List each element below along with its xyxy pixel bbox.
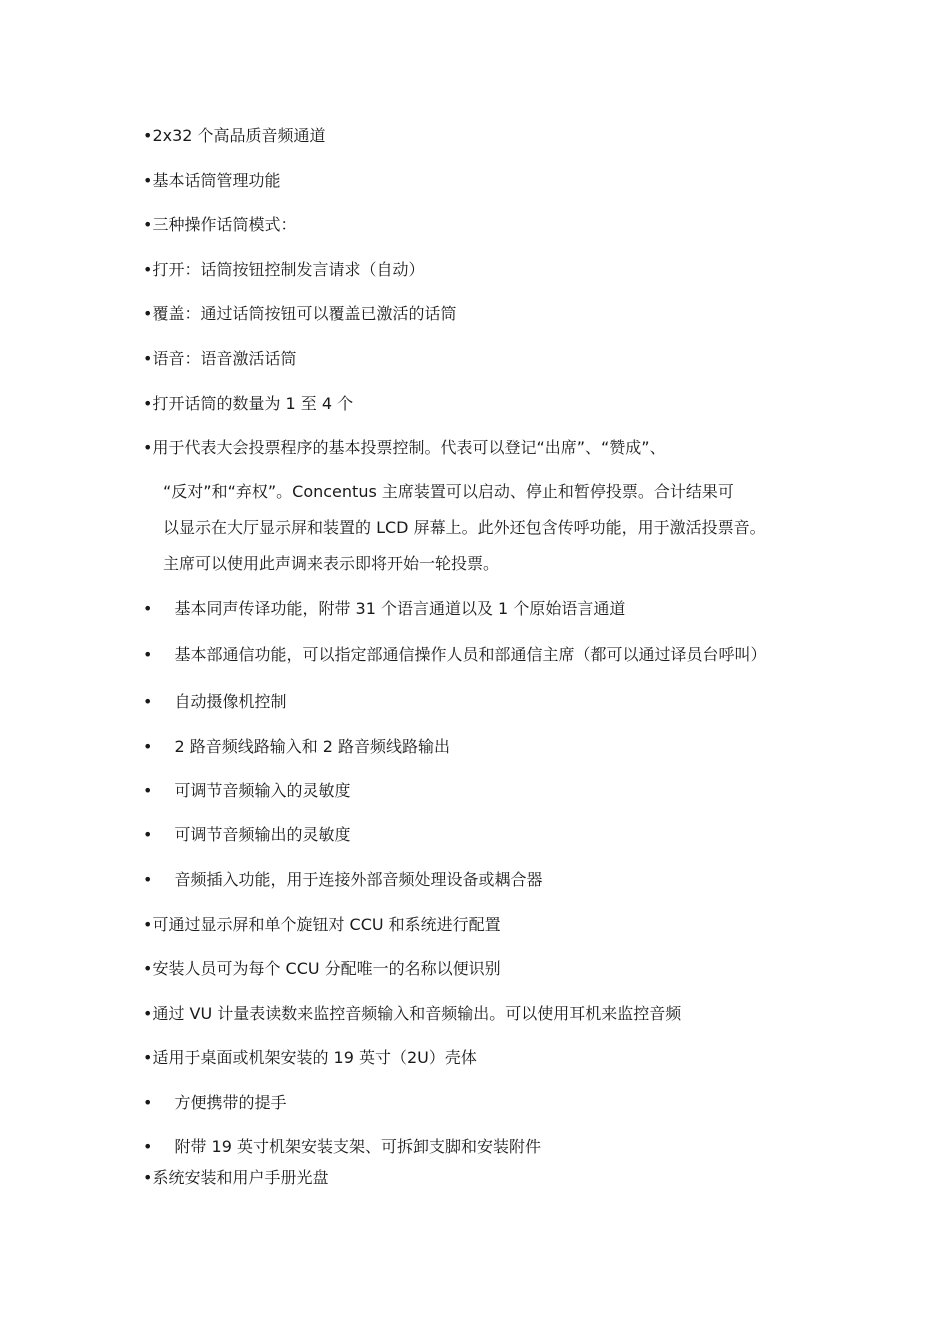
item-text: 主席可以使用此声调来表示即将开始一轮投票。 bbox=[163, 554, 500, 573]
bullet: • bbox=[143, 1093, 153, 1112]
bullet: • bbox=[143, 915, 153, 934]
list-item bbox=[143, 692, 286, 712]
item-text: 2x32 个高品质音频通道 bbox=[152, 126, 326, 145]
bullet: • bbox=[143, 599, 153, 618]
item-text: 可调节音频输出的灵敏度 bbox=[174, 825, 351, 844]
item-text: 通过 VU 计量表读数来监控音频输入和音频输出。可以使用耳机来监控音频 bbox=[152, 1004, 682, 1023]
list-item bbox=[143, 915, 501, 935]
bullet: • bbox=[143, 171, 153, 190]
bullet: • bbox=[143, 737, 153, 756]
list-item bbox=[143, 438, 666, 458]
item-text: 用于代表大会投票程序的基本投票控制。代表可以登记“出席”、“赞成”、 bbox=[152, 438, 666, 457]
item-text: 以显示在大厅显示屏和装置的 LCD 屏幕上。此外还包含传呼功能，用于激活投票音。 bbox=[163, 518, 766, 537]
item-text: 基本话筒管理功能 bbox=[152, 171, 281, 190]
list-item bbox=[143, 825, 350, 845]
bullet: • bbox=[143, 126, 153, 145]
list-item bbox=[143, 394, 353, 414]
bullet: • bbox=[143, 781, 153, 800]
list-item bbox=[143, 349, 296, 369]
list-item bbox=[143, 260, 424, 280]
list-item bbox=[143, 1048, 477, 1068]
item-text: 打开：话筒按钮控制发言请求（自动） bbox=[152, 260, 425, 279]
paragraph-line bbox=[163, 554, 499, 574]
paragraph-line bbox=[163, 482, 734, 502]
item-text: 自动摄像机控制 bbox=[174, 692, 287, 711]
bullet: • bbox=[143, 304, 153, 323]
bullet: • bbox=[143, 645, 153, 664]
item-text: 附带 19 英寸机架安装支架、可拆卸支脚和安装附件 bbox=[174, 1137, 541, 1156]
bullet: • bbox=[143, 870, 153, 889]
item-text: 三种操作话筒模式： bbox=[152, 215, 297, 234]
item-text: “反对”和“弃权”。Concentus 主席装置可以启动、停止和暂停投票。合计结果可 bbox=[163, 482, 734, 501]
list-item bbox=[143, 1093, 286, 1113]
bullet: • bbox=[143, 215, 153, 234]
list-item bbox=[143, 781, 350, 801]
bullet: • bbox=[143, 260, 153, 279]
item-text: 2 路音频线路输入和 2 路音频线路输出 bbox=[174, 737, 451, 756]
list-item bbox=[143, 171, 280, 191]
bullet: • bbox=[143, 959, 153, 978]
item-text: 安装人员可为每个 CCU 分配唯一的名称以便识别 bbox=[152, 959, 501, 978]
item-text: 方便携带的提手 bbox=[174, 1093, 287, 1112]
item-text: 可调节音频输入的灵敏度 bbox=[174, 781, 351, 800]
item-text: 适用于桌面或机架安装的 19 英寸（2U）壳体 bbox=[152, 1048, 477, 1067]
item-text: 语音：语音激活话筒 bbox=[152, 349, 297, 368]
bullet: • bbox=[143, 1137, 153, 1156]
list-item bbox=[143, 737, 450, 757]
item-text: 覆盖：通过话筒按钮可以覆盖已激活的话筒 bbox=[152, 304, 457, 323]
item-text: 基本同声传译功能，附带 31 个语言通道以及 1 个原始语言通道 bbox=[174, 599, 626, 618]
bullet: • bbox=[143, 1168, 153, 1187]
item-text: 基本部通信功能，可以指定部通信操作人员和部通信主席（都可以通过译员台呼叫） bbox=[174, 645, 767, 664]
item-text: 打开话筒的数量为 1 至 4 个 bbox=[152, 394, 354, 413]
list-item bbox=[143, 304, 456, 324]
item-text: 系统安装和用户手册光盘 bbox=[152, 1168, 329, 1187]
list-item bbox=[143, 126, 326, 146]
list-item bbox=[143, 599, 625, 619]
list-item bbox=[143, 959, 501, 979]
bullet: • bbox=[143, 394, 153, 413]
bullet: • bbox=[143, 692, 153, 711]
paragraph-line bbox=[163, 518, 766, 538]
bullet: • bbox=[143, 438, 153, 457]
item-text: 音频插入功能，用于连接外部音频处理设备或耦合器 bbox=[174, 870, 543, 889]
list-item bbox=[143, 1168, 328, 1188]
bullet: • bbox=[143, 349, 153, 368]
list-item bbox=[143, 1137, 541, 1157]
list-item bbox=[143, 215, 296, 235]
bullet: • bbox=[143, 825, 153, 844]
bullet: • bbox=[143, 1048, 153, 1067]
list-item bbox=[143, 645, 766, 665]
list-item bbox=[143, 1004, 681, 1024]
item-text: 可通过显示屏和单个旋钮对 CCU 和系统进行配置 bbox=[152, 915, 501, 934]
bullet: • bbox=[143, 1004, 153, 1023]
list-item bbox=[143, 870, 542, 890]
